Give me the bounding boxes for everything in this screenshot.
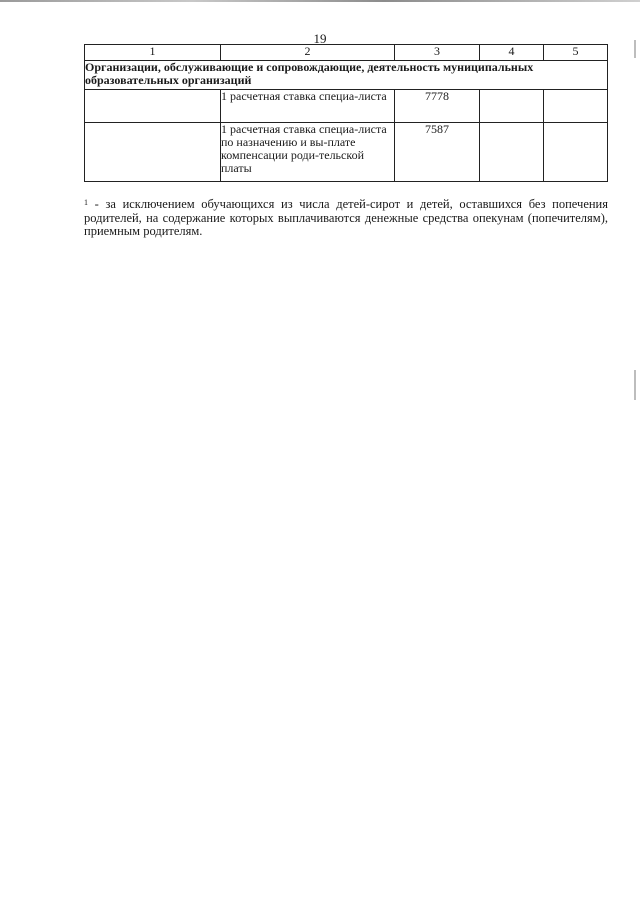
- footnote-marker: 1: [84, 198, 88, 207]
- table-cell: [85, 90, 221, 123]
- table-cell: [544, 90, 608, 123]
- rate-value: 7778: [395, 90, 480, 123]
- table-row: [85, 90, 608, 123]
- column-header: 5: [544, 45, 608, 61]
- rate-description: 1 расчетная ставка специа-листа по назначению и вы-плате компенсации роди-тельской платы: [221, 123, 395, 182]
- column-header: 1: [85, 45, 221, 61]
- page-number: 19: [313, 31, 327, 46]
- section-title: Организации, обслуживающие и сопровождающие, деятельность муниципальных образовательных организаций: [85, 61, 608, 90]
- footnote-text: - за исключением обучающихся из числа детей-сирот и детей, оставшихся без попечения родителей, на содержание которых выплачиваются денежные средства опекунам (попечителям), приемным родителям.: [84, 197, 608, 239]
- column-header: 4: [480, 45, 544, 61]
- table-cell: [480, 90, 544, 123]
- table-cell: [544, 123, 608, 182]
- column-header: 2: [221, 45, 395, 61]
- allocation-table: [84, 44, 608, 182]
- rate-value: 7587: [395, 123, 480, 182]
- rate-description: 1 расчетная ставка специа-листа: [221, 90, 395, 123]
- footnote: [84, 198, 608, 239]
- column-header: 3: [395, 45, 480, 61]
- table-cell: [480, 123, 544, 182]
- table-cell: [85, 123, 221, 182]
- table-header-row: [85, 45, 608, 61]
- scan-top-edge: [0, 0, 640, 2]
- table-row: [85, 123, 608, 182]
- section-row: [85, 61, 608, 90]
- scan-edge-mark: [634, 370, 636, 400]
